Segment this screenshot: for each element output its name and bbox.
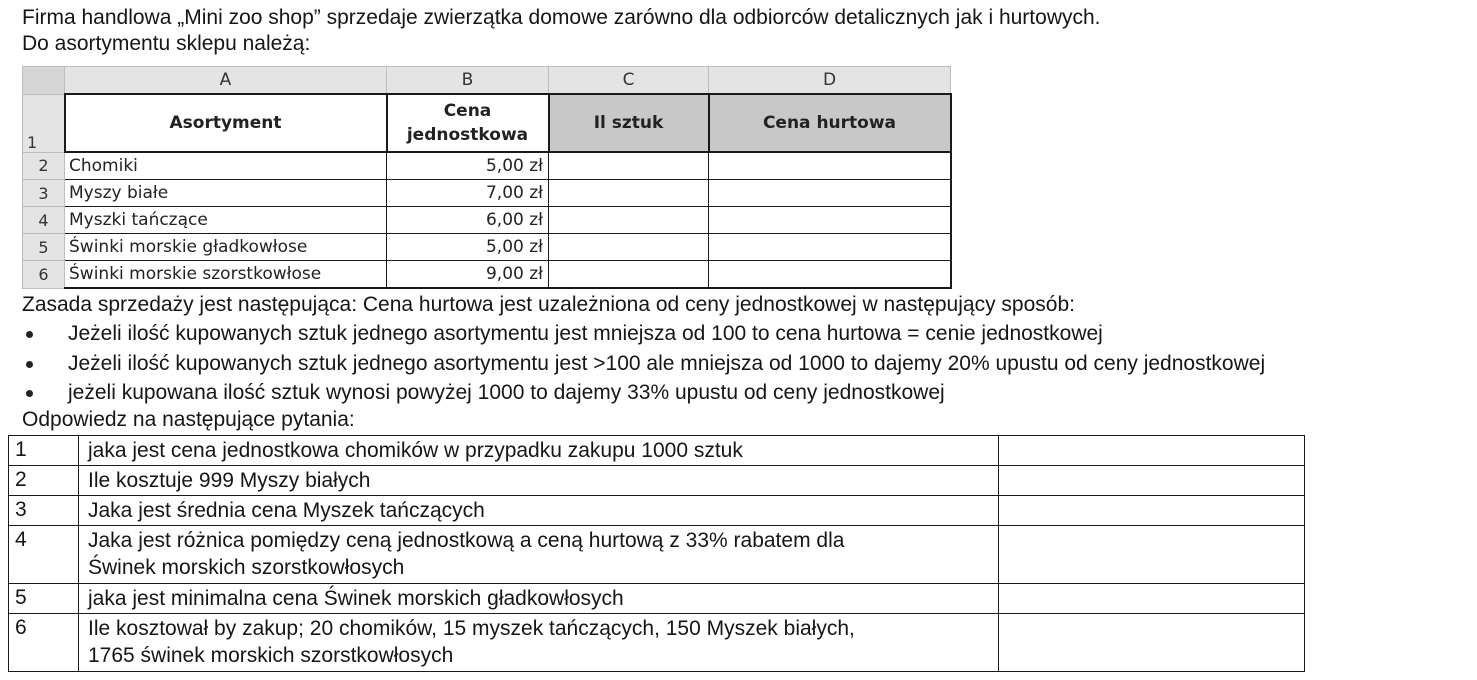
question-text: jaka jest minimalna cena Świnek morskich gładkowłosych xyxy=(79,584,999,614)
question-text: Jaka jest średnia cena Myszek tańczących xyxy=(79,496,999,526)
unit-price-cell[interactable]: 6,00 zł xyxy=(387,207,549,234)
rule-text: jeżeli kupowana ilość sztuk wynosi powyżej 1000 to dajemy 33% upustu od ceny jednostkowej xyxy=(68,381,945,404)
header-cell-asortyment[interactable]: Asortyment xyxy=(65,94,387,152)
header-cell-cena-jednostkowa[interactable] xyxy=(387,94,549,152)
answer-cell[interactable] xyxy=(999,614,1305,672)
quantity-cell[interactable] xyxy=(549,152,709,180)
header-cena-line-1: Cena xyxy=(443,101,492,121)
bullet-icon xyxy=(26,390,33,397)
header-cell-ilosc[interactable]: Il sztuk xyxy=(549,94,709,152)
wholesale-price-cell[interactable] xyxy=(709,261,951,289)
product-name-cell[interactable]: Świnki morskie gładkowłose xyxy=(65,234,387,261)
unit-price-cell[interactable]: 5,00 zł xyxy=(387,234,549,261)
column-header-c[interactable]: C xyxy=(549,67,709,95)
row-header[interactable]: 1 xyxy=(23,94,65,152)
answer-cell[interactable] xyxy=(999,584,1305,614)
question-number: 6 xyxy=(9,614,79,672)
bullet-icon xyxy=(26,361,33,368)
quantity-cell[interactable] xyxy=(549,180,709,207)
intro-line-2: Do asortymentu sklepu należą: xyxy=(22,32,311,55)
unit-price-cell[interactable]: 5,00 zł xyxy=(387,152,549,180)
product-name-cell[interactable]: Myszy białe xyxy=(65,180,387,207)
question-number: 2 xyxy=(9,466,79,496)
question-text-line-2: 1765 świnek morskich szorstkowłosych xyxy=(88,644,454,667)
column-header-d[interactable]: D xyxy=(709,67,951,95)
row-header[interactable]: 6 xyxy=(23,261,65,289)
rule-text: Jeżeli ilość kupowanych sztuk jednego asortymentu jest >100 ale mniejsza od 1000 to dajemy 20% upustu od ceny jednostkowej xyxy=(68,352,1266,375)
intro-line-1: Firma handlowa „Mini zoo shop” sprzedaje zwierzątka domowe zarówno dla odbiorców detalicznych jak i hurtowych. xyxy=(22,6,1101,29)
quantity-cell[interactable] xyxy=(549,234,709,261)
rule-text: Jeżeli ilość kupowanych sztuk jednego asortymentu jest mniejsza od 100 to cena hurtowa = cenie jednostkowej xyxy=(68,322,1103,345)
select-all-corner[interactable] xyxy=(23,67,65,95)
question-text-line-1: Jaka jest różnica pomiędzy ceną jednostkową a ceną hurtową z 33% rabatem dla xyxy=(88,529,845,552)
wholesale-price-cell[interactable] xyxy=(709,207,951,234)
product-name-cell[interactable]: Myszki tańczące xyxy=(65,207,387,234)
question-text: jaka jest cena jednostkowa chomików w przypadku zakupu 1000 sztuk xyxy=(79,436,999,466)
bullet-icon xyxy=(26,331,33,338)
row-header[interactable]: 3 xyxy=(23,180,65,207)
column-header-a[interactable]: A xyxy=(65,67,387,95)
answer-cell[interactable] xyxy=(999,436,1305,466)
answer-cell[interactable] xyxy=(999,526,1305,584)
rules-intro: Zasada sprzedaży jest następująca: Cena hurtowa jest uzależniona od ceny jednostkowej w następujący sposób: xyxy=(22,293,1075,316)
question-number: 5 xyxy=(9,584,79,614)
product-name-cell[interactable]: Świnki morskie szorstkowłose xyxy=(65,261,387,289)
unit-price-cell[interactable]: 7,00 zł xyxy=(387,180,549,207)
question-text-line-2: Świnek morskich szorstkowłosych xyxy=(88,556,405,579)
product-name-cell[interactable]: Chomiki xyxy=(65,152,387,180)
quantity-cell[interactable] xyxy=(549,207,709,234)
question-text xyxy=(79,526,999,584)
quantity-cell[interactable] xyxy=(549,261,709,289)
questions-intro: Odpowiedz na następujące pytania: xyxy=(22,408,355,431)
header-cell-cena-hurtowa[interactable]: Cena hurtowa xyxy=(709,94,951,152)
question-text xyxy=(79,614,999,672)
column-header-b[interactable]: B xyxy=(387,67,549,95)
row-header[interactable]: 5 xyxy=(23,234,65,261)
answer-cell[interactable] xyxy=(999,466,1305,496)
answer-cell[interactable] xyxy=(999,496,1305,526)
assortment-spreadsheet xyxy=(22,66,952,289)
questions-table xyxy=(8,435,1305,672)
wholesale-price-cell[interactable] xyxy=(709,180,951,207)
question-text: Ile kosztuje 999 Myszy białych xyxy=(79,466,999,496)
question-text-line-1: Ile kosztował by zakup; 20 chomików, 15 myszek tańczących, 150 Myszek białych, xyxy=(88,617,855,640)
wholesale-price-cell[interactable] xyxy=(709,234,951,261)
wholesale-price-cell[interactable] xyxy=(709,152,951,180)
question-number: 4 xyxy=(9,526,79,584)
question-number: 3 xyxy=(9,496,79,526)
question-number: 1 xyxy=(9,436,79,466)
row-header[interactable]: 2 xyxy=(23,152,65,180)
header-cena-line-2: jednostkowa xyxy=(406,125,529,145)
row-header[interactable]: 4 xyxy=(23,207,65,234)
unit-price-cell[interactable]: 9,00 zł xyxy=(387,261,549,289)
